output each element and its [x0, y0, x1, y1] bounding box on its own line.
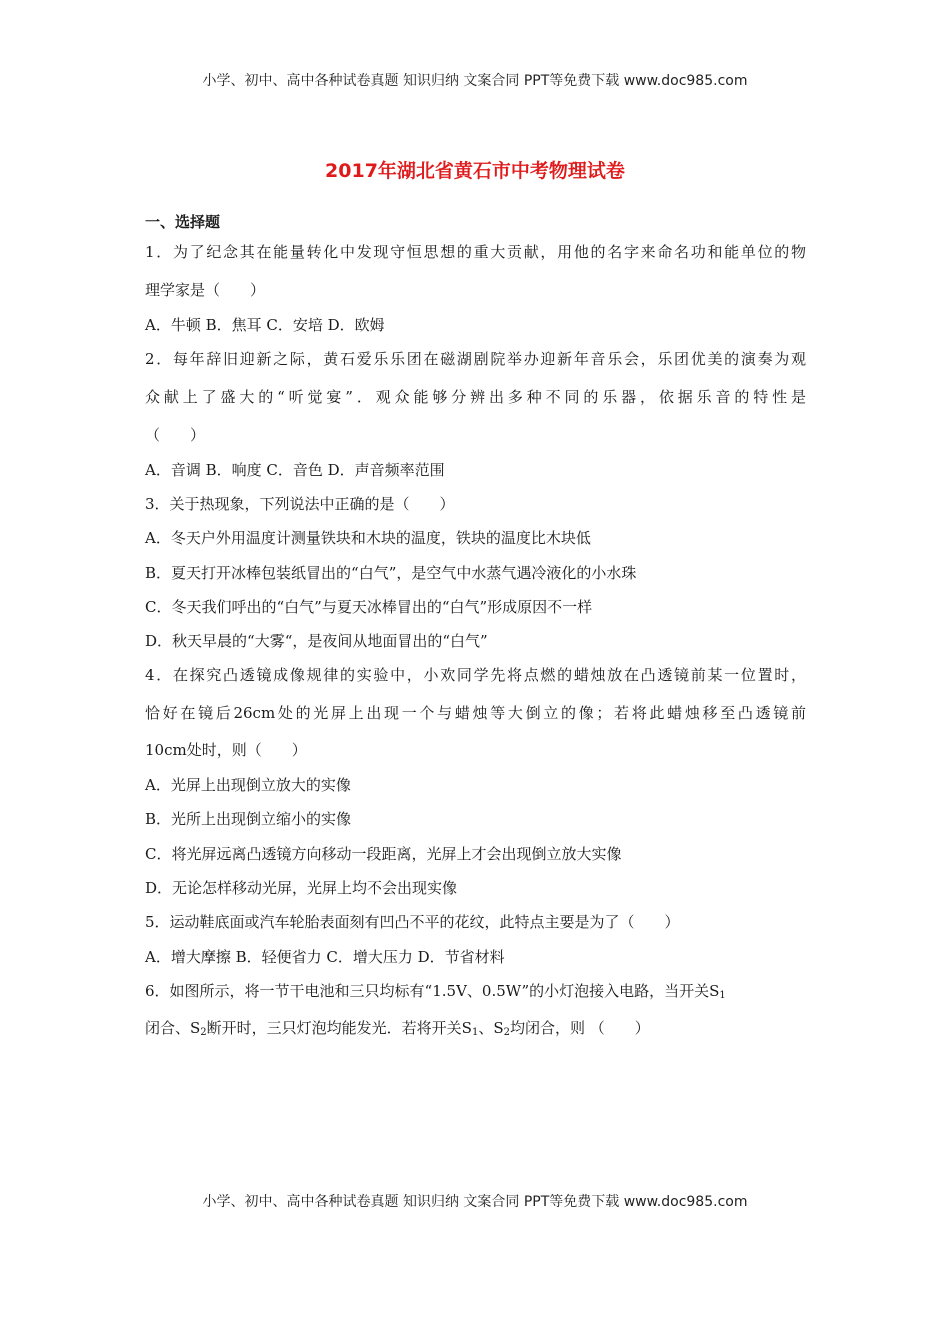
page-footer: 小学、初中、高中各种试卷真题 知识归纳 文案合同 PPT等免费下载 www.doc985.com: [202, 1194, 748, 1210]
subscript: 1: [471, 1027, 479, 1038]
subscript: 1: [719, 990, 726, 1001]
q2-options: A．音调 B．响度 C．音色 D．声音频率范围: [145, 461, 445, 479]
q6-line2-text-4: 均闭合，则 （ ）: [509, 1019, 650, 1037]
q1-stem-line2: 理学家是（ ）: [145, 281, 266, 299]
q6-line1-text: 6．如图所示，将一节干电池和三只均标有“1.5V、0.5W”的小灯泡接入电路，当开关S: [145, 982, 720, 1000]
q2-stem-line3: （ ）: [145, 426, 206, 444]
q6-line2-text-1: 闭合、S: [145, 1019, 201, 1037]
q3-stem: 3．关于热现象，下列说法中正确的是（ ）: [145, 495, 455, 513]
subscript: 2: [503, 1027, 510, 1038]
q3-option-a: A．冬天户外用温度计测量铁块和木块的温度，铁块的温度比木块低: [145, 529, 591, 547]
section-heading: 一、选择题: [145, 213, 221, 231]
q4-option-d: D．无论怎样移动光屏，光屏上均不会出现实像: [145, 879, 458, 897]
q4-option-c: C．将光屏远离凸透镜方向移动一段距离，光屏上才会出现倒立放大实像: [145, 845, 622, 863]
page-header: 小学、初中、高中各种试卷真题 知识归纳 文案合同 PPT等免费下载 www.doc985.com: [202, 73, 748, 89]
subscript: 2: [200, 1027, 207, 1038]
q1-options: A．牛顿 B．焦耳 C．安培 D．欧姆: [145, 316, 385, 334]
q6-stem-line2: [145, 1017, 650, 1038]
q1-stem-line1: 1．为了纪念其在能量转化中发现守恒思想的重大贡献，用他的名字来命名功和能单位的物: [145, 243, 806, 261]
q6-stem-line1: [145, 980, 726, 1001]
q4-stem-line1: 4．在探究凸透镜成像规律的实验中，小欢同学先将点燃的蜡烛放在凸透镜前某一位置时，: [145, 666, 806, 684]
q4-option-a: A．光屏上出现倒立放大的实像: [145, 776, 351, 794]
q4-option-b: B．光所上出现倒立缩小的实像: [145, 810, 352, 828]
q4-stem-line2: 恰好在镜后26cm处的光屏上出现一个与蜡烛等大倒立的像；若将此蜡烛移至凸透镜前: [145, 704, 806, 722]
q3-option-c: C．冬天我们呼出的“白气”与夏天冰棒冒出的“白气”形成原因不一样: [145, 598, 593, 616]
page-title: 2017年湖北省黄石市中考物理试卷: [325, 160, 625, 182]
q6-line2-text-3: 、S: [478, 1019, 504, 1037]
q3-option-b: B．夏天打开冰棒包装纸冒出的“白气”，是空气中水蒸气遇冷液化的小水珠: [145, 564, 637, 582]
q5-options: A．增大摩擦 B．轻便省力 C．增大压力 D．节省材料: [145, 948, 505, 966]
q5-stem: 5．运动鞋底面或汽车轮胎表面刻有凹凸不平的花纹，此特点主要是为了（ ）: [145, 913, 680, 931]
q4-stem-line3: 10cm处时，则（ ）: [145, 741, 307, 759]
q2-stem-line1: 2．每年辞旧迎新之际，黄石爱乐乐团在磁湖剧院举办迎新年音乐会，乐团优美的演奏为观: [145, 350, 806, 368]
q2-stem-line2: 众献上了盛大的“听觉宴”．观众能够分辨出多种不同的乐器，依据乐音的特性是: [145, 388, 806, 406]
q3-option-d: D．秋天早晨的“大雾“，是夜间从地面冒出的“白气”: [145, 632, 488, 650]
q6-line2-text-2: 断开时，三只灯泡均能发光．若将开关S: [206, 1019, 472, 1037]
